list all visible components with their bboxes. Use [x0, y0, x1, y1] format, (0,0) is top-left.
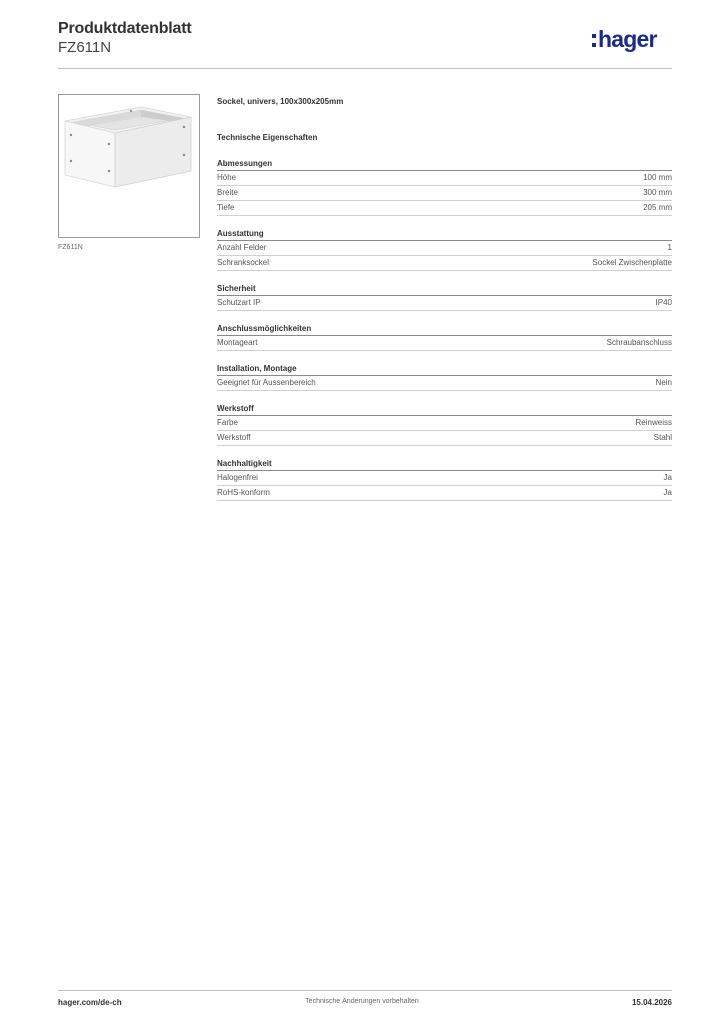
spec-label: Schutzart IP	[217, 298, 261, 307]
spec-label: Tiefe	[217, 203, 235, 212]
spec-value: Ja	[663, 488, 672, 497]
spec-label: RoHS-konform	[217, 488, 270, 497]
spec-value: 1	[667, 243, 672, 252]
spec-label: Geeignet für Aussenbereich	[217, 378, 316, 387]
footer-date: 15.04.2026	[631, 998, 672, 1007]
section-title: Installation, Montage	[217, 363, 672, 376]
section-title: Anschlussmöglichkeiten	[217, 323, 672, 336]
page-title: Produktdatenblatt	[58, 20, 192, 37]
spec-label: Schranksockel	[217, 258, 270, 267]
logo-wordmark: hager	[598, 26, 657, 52]
spec-row	[217, 171, 672, 186]
spec-row	[217, 416, 672, 431]
spec-label: Montageart	[217, 338, 258, 347]
spec-label: Anzahl Felder	[217, 243, 267, 252]
section-sustainability	[217, 458, 672, 501]
image-caption: FZ611N	[58, 244, 83, 251]
spec-row	[217, 296, 672, 311]
section-title: Sicherheit	[217, 283, 672, 296]
spec-row	[217, 241, 672, 256]
spec-value: IP40	[655, 298, 672, 307]
spec-row	[217, 471, 672, 486]
section-installation	[217, 363, 672, 391]
header-divider	[58, 68, 672, 69]
section-title: Ausstattung	[217, 228, 672, 241]
product-image	[58, 94, 200, 238]
spec-row	[217, 336, 672, 351]
spec-label: Werkstoff	[217, 433, 251, 442]
spec-value: Sockel Zwischenplatte	[592, 258, 672, 267]
section-dimensions	[217, 158, 672, 216]
spec-label: Höhe	[217, 173, 237, 182]
spec-value: Reinweiss	[635, 418, 672, 427]
logo-dots-icon	[592, 34, 596, 50]
spec-value: Ja	[663, 473, 672, 482]
product-description: Sockel, univers, 100x300x205mm	[217, 97, 344, 106]
spec-row	[217, 186, 672, 201]
spec-value: Schraubanschluss	[606, 338, 672, 347]
footer-divider	[58, 990, 672, 991]
section-equipment	[217, 228, 672, 271]
section-title: Werkstoff	[217, 403, 672, 416]
spec-row	[217, 431, 672, 446]
footer-notice: Technische Änderungen vorbehalten	[305, 998, 419, 1005]
section-safety	[217, 283, 672, 311]
section-title: Nachhaltigkeit	[217, 458, 672, 471]
section-connections	[217, 323, 672, 351]
spec-value: Stahl	[653, 433, 672, 442]
spec-value: 205 mm	[643, 203, 672, 212]
spec-row	[217, 376, 672, 391]
spec-value: Nein	[655, 378, 672, 387]
spec-row	[217, 256, 672, 271]
product-details	[217, 96, 672, 501]
product-socket-illustration	[59, 95, 199, 237]
section-title: Abmessungen	[217, 158, 672, 171]
spec-row	[217, 486, 672, 501]
spec-label: Breite	[217, 188, 238, 197]
spec-label: Farbe	[217, 418, 238, 427]
footer-website: hager.com/de-ch	[58, 998, 122, 1007]
product-code: FZ611N	[58, 39, 112, 56]
section-material	[217, 403, 672, 446]
spec-label: Halogenfrei	[217, 473, 258, 482]
hager-logo	[592, 28, 674, 58]
spec-row	[217, 201, 672, 216]
technical-properties-heading: Technische Eigenschaften	[217, 133, 318, 142]
spec-value: 300 mm	[643, 188, 672, 197]
spec-value: 100 mm	[643, 173, 672, 182]
